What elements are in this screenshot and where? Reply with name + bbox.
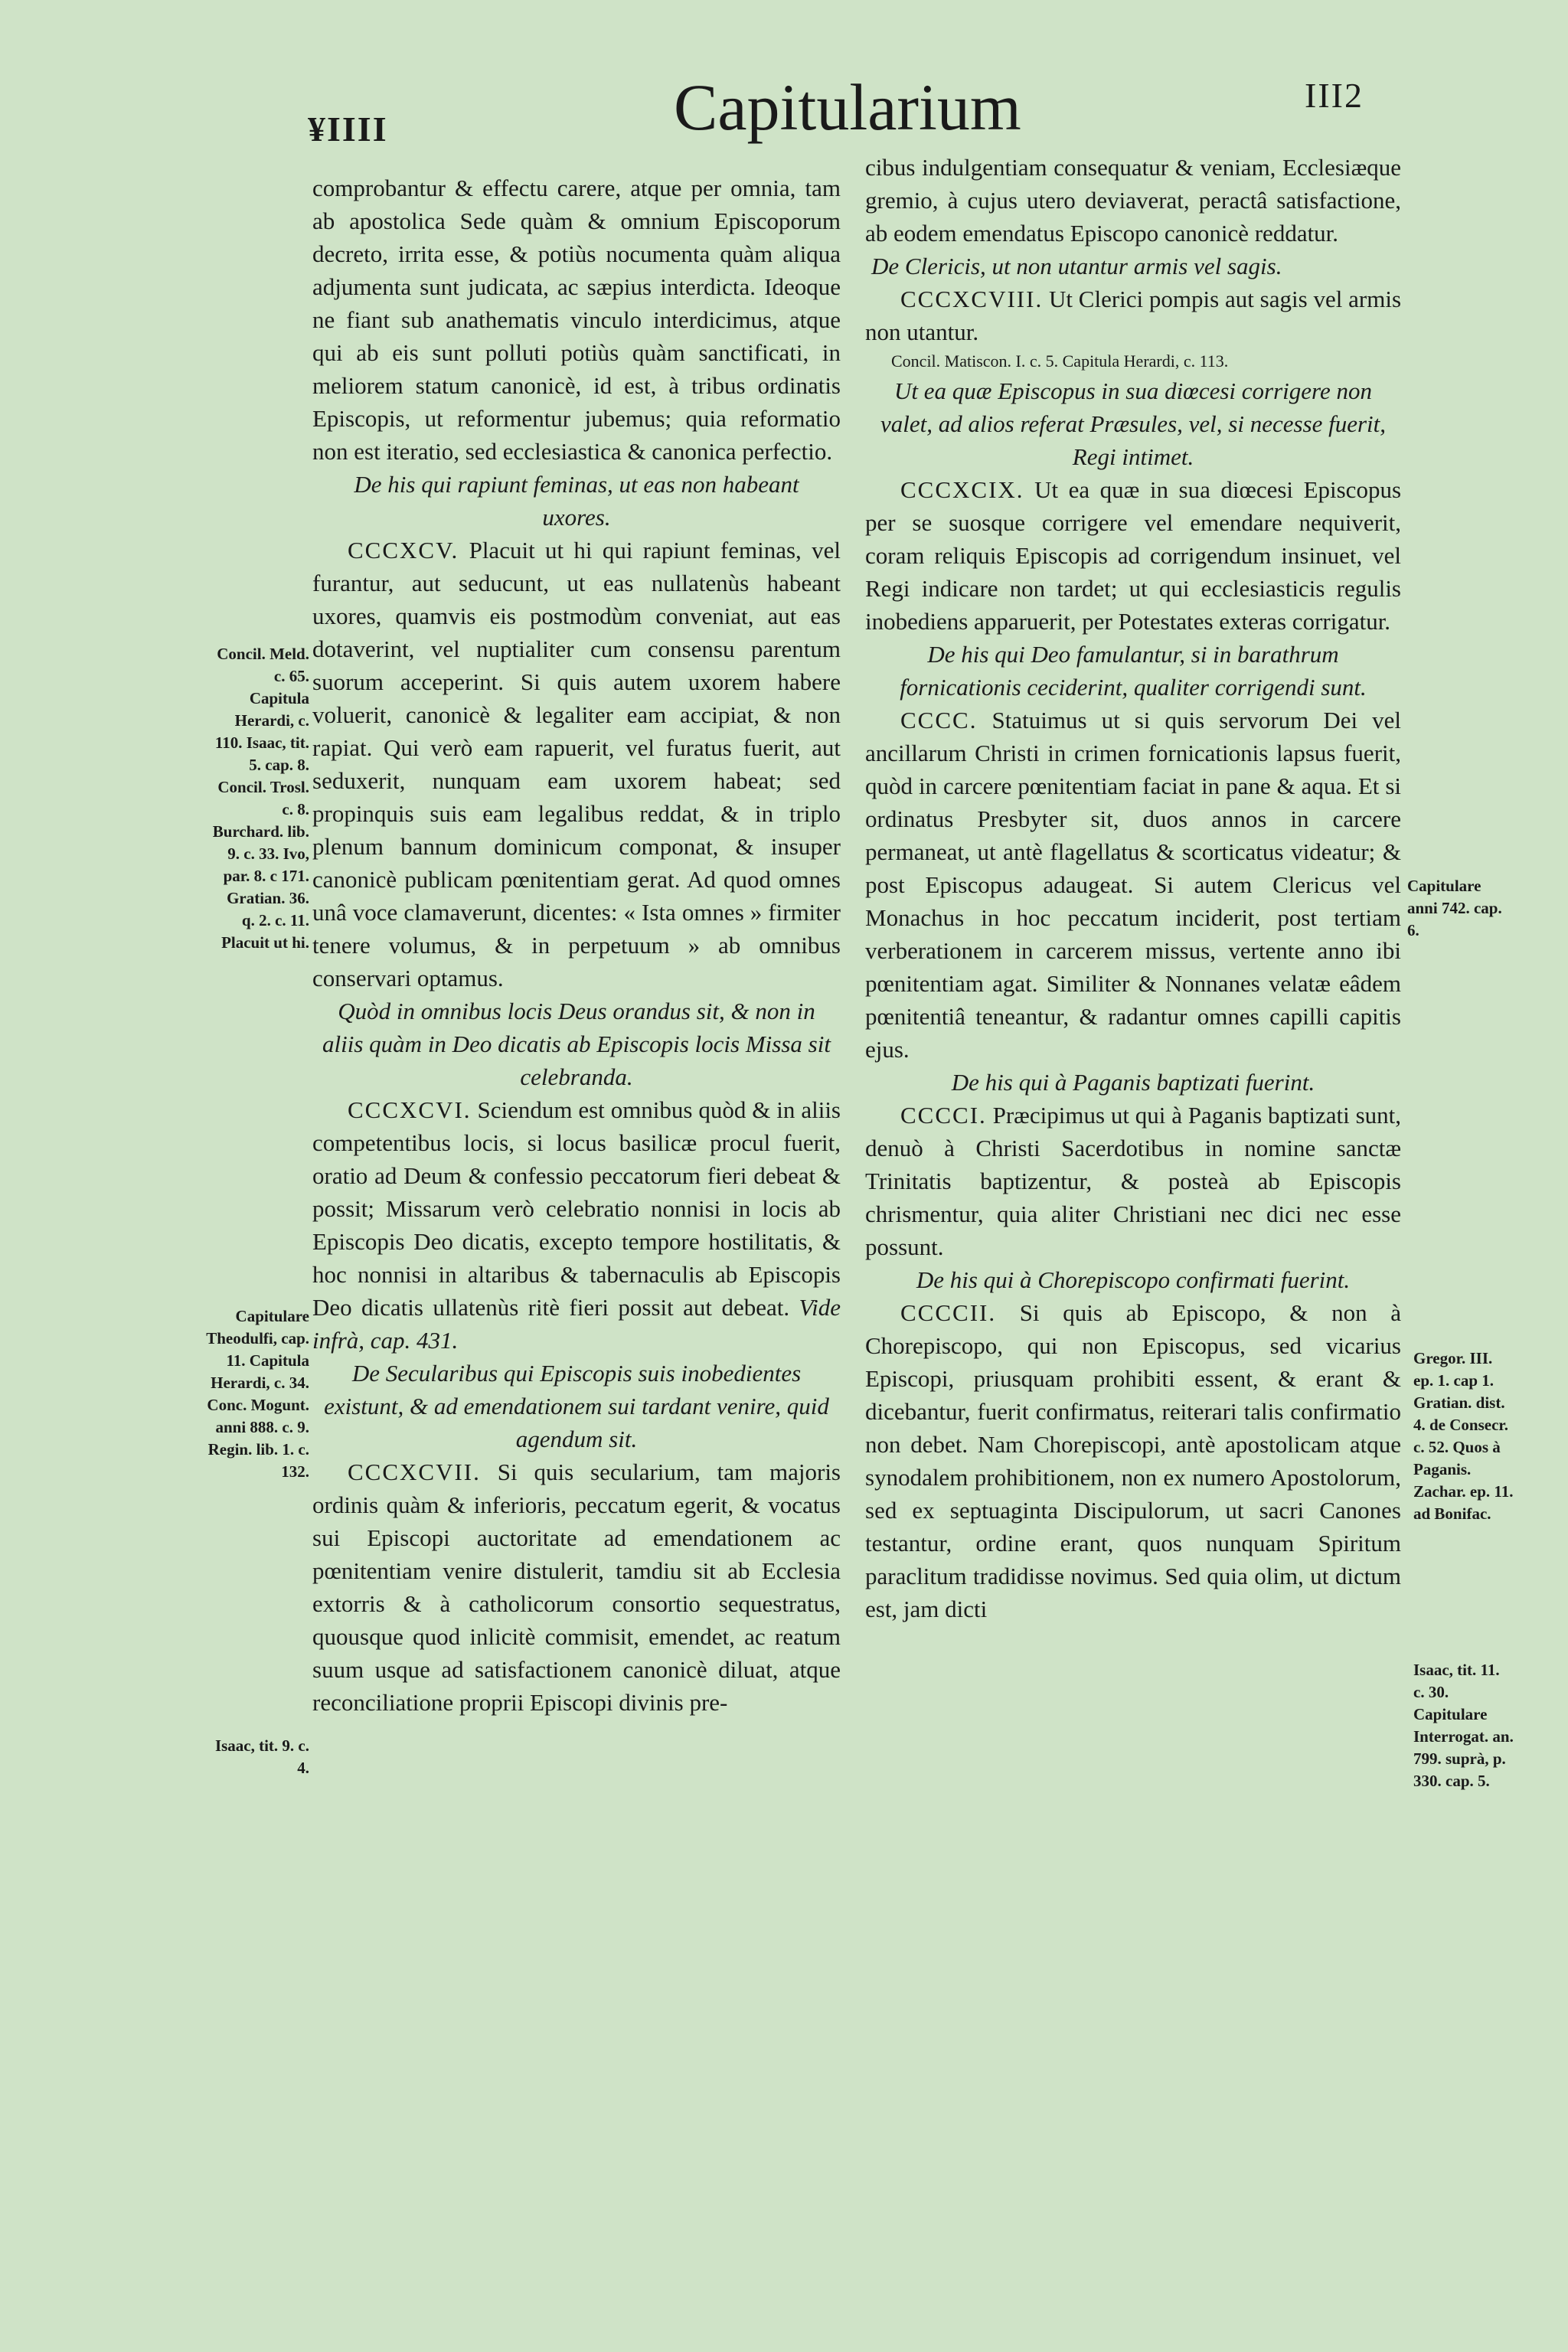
cross-reference: Vide infrà, cap. 431.: [312, 1294, 841, 1354]
continuation-paragraph-right: cibus indulgentiam consequatur & veniam, Ecclesiæque gremio, à cujus utero deviaverat, peractâ satisfactione, ab eodem emendatus Episcopo canonicè reddatur.: [865, 154, 1401, 247]
chapter-number-396: CCCXCVI.: [348, 1096, 472, 1123]
chapter-text-400: Statuimus ut si quis servorum Dei vel ancillarum Christi in crimen fornicationis lapsus fuerit, quòd in carcere pœnitentiam faciat in pane & aqua. Et si ordinatus Presbyter sit, duos annos in carcere permaneat, ut antè flagellatus & scorticatus videatur; & post Episcopus adaugeat. Si autem Clericus vel Monachus in hoc peccatum inciderit, post tertiam verberationem in carcerem missus, vertente anno ibi pœnitentiam agat. Similiter & Nonnanes velatæ eâdem pœnitentiâ teneantur, & radantur omnes capilli capitis ejus.: [865, 707, 1401, 1063]
chapter-400: [865, 704, 1401, 1066]
margin-note-isaac-capitulare: Isaac, tit. 11. c. 30. Capitulare Interrogat. an. 799. suprà, p. 330. cap. 5.: [1413, 1661, 1514, 1790]
chapter-text-402: Si quis ab Episcopo, & non à Chorepiscopo, qui non Episcopus, sed vicarius Episcopi, priusquam prohibiti essent, & erant & dicebantur, fuerit confirmatus, reiterari talis confirmatio non debet. Nam Chorepiscopi, antè apostolicam atque synodalem prohibitionem, non ex numero Apostolorum, sed ex septuaginta Discipulorum, ut sacri Canones testantur, ordine erant, quos nunquam Spiritum paraclitum tradidisse novimus. Sed quia olim, ut dictum est, jam dicti: [865, 1299, 1401, 1622]
chapter-text-401: Præcipimus ut qui à Paganis baptizati sunt, denuò à Christi Sacerdotibus in nomine sanctæ Trinitatis baptizentur, & posteà ab Episcopis chrismentur, quia aliter Christiani nec dici nec esse possunt.: [865, 1102, 1402, 1260]
chapter-396: [312, 1093, 841, 1357]
margin-note-capitulare-742: Capitulare anni 742. cap. 6.: [1407, 877, 1502, 939]
source-citation-398: Concil. Matiscon. I. c. 5. Capitula Herardi, c. 113.: [891, 351, 1229, 371]
chapter-heading-400: De his qui Deo famulantur, si in barathrum fornicationis ceciderint, qualiter corrigendi sunt.: [900, 641, 1367, 701]
chapter-399: [865, 473, 1401, 638]
chapter-397: [312, 1455, 841, 1719]
chapter-text-399: Ut ea quæ in sua diœcesi Episcopus per se suosque corrigere vel emendare nequiverit, coram reliquis Episcopis ad corrigendum insinuet, vel Regi indicare non tardet; ut qui ecclesiasticis regulis inobediens apparuerit, per Potestates exteras corrigatur.: [865, 476, 1402, 635]
right-text-column: [865, 151, 1401, 1625]
chapter-heading-399: Ut ea quæ Episcopus in sua diœcesi corrigere non valet, ad alios referat Præsules, vel, si necesse fuerit, Regi intimet.: [880, 377, 1387, 470]
page-number-right: III2: [1305, 76, 1364, 115]
margin-note-concil-meld: Concil. Meld. c. 65. Capitula Herardi, c. 110. Isaac, tit. 5. cap. 8. Concil. Trosl. c. 8. Burchard. lib. 9. c. 33. Ivo, par. 8. c 171. Gratian. 36. q. 2. c. 11. Placuit ut hi.: [212, 645, 309, 952]
running-title: Capitularium: [674, 70, 1021, 144]
chapter-heading-397: De Secularibus qui Episcopis suis inobedientes existunt, & ad emendationem sui tardant venire, quid agendum sit.: [324, 1360, 829, 1452]
chapter-text-396: Sciendum est omnibus quòd & in aliis competentibus locis, si locus basilicæ procul fuerit, oratio ad Deum & confessio peccatorum fieri debeat & possit; Missarum verò celebratio nonnisi in locis ab Episcopis Deo dicatis, excepto tempore hostilitatis, & hoc nonnisi in altaribus & tabernaculis ab Episcopis Deo dicatis ullatenùs ritè fieri possit aut debeat.: [312, 1096, 841, 1321]
chapter-heading-396: Quòd in omnibus locis Deus orandus sit, & non in aliis quàm in Deo dicatis ab Episcopis locis Missa sit celebranda.: [322, 998, 831, 1090]
chapter-number-398: CCCXCVIII.: [900, 286, 1044, 312]
chapter-heading-402: De his qui à Chorepiscopo confirmati fuerint.: [916, 1266, 1351, 1293]
margin-note-isaac: Isaac, tit. 9. c. 4.: [214, 1736, 309, 1777]
chapter-number-400: CCCC.: [900, 707, 978, 733]
chapter-398: [865, 283, 1401, 348]
chapter-number-399: CCCXCIX.: [900, 476, 1024, 503]
page-number-left: ¥IIII: [308, 109, 388, 149]
margin-note-capitulare-theodulfi: Capitulare Theodulfi, cap. 11. Capitula Herardi, c. 34. Conc. Mogunt. anni 888. c. 9. Regin. lib. 1. c. 132.: [206, 1307, 309, 1481]
chapter-heading-401: De his qui à Paganis baptizati fuerint.: [951, 1069, 1315, 1096]
left-text-column: [312, 172, 841, 1719]
chapter-401: [865, 1099, 1401, 1263]
chapter-number-395: CCCXCV.: [348, 537, 459, 564]
chapter-395: [312, 534, 841, 995]
chapter-number-401: CCCCI.: [900, 1102, 987, 1129]
chapter-text-395: Placuit ut hi qui rapiunt feminas, vel furantur, aut seducunt, ut eas nullatenùs habeant uxores, quamvis eis postmodùm conveniat, aut eas dotaverint, vel nuptialiter cum consensu parentum suorum acceperint. Si quis autem uxorem habere voluerit, canonicè & legaliter eam accipiat, & non rapiat. Qui verò eam rapuerit, vel furatus fuerit, aut seduxerit, nunquam eam uxorem habeat; sed propinquis suis eam legalibus reddat, & in triplo plenum bannum dominicum componat, & insuper canonicè publicam pœnitentiam gerat. Ad quod omnes unâ voce clamaverunt, dicentes: « Ista omnes » firmiter tenere volumus, & in perpetuum » ab omnibus conservari optamus.: [312, 537, 841, 991]
chapter-heading-398: De Clericis, ut non utantur armis vel sagis.: [871, 253, 1282, 279]
continuation-paragraph: comprobantur & effectu carere, atque per omnia, tam ab apostolica Sede quàm & omnium Episcoporum decreto, irrita esse, & potiùs nocumenta quàm aliqua adjumenta sunt judicata, ac sæpius interdicta. Ideoque ne fiant sub anathematis vinculo interdicimus, atque qui ab eis sunt polluti potiùs quàm sanctificati, in meliorem statum canonicè, id est, à tribus ordinatis Episcopis, ut reformentur jubemus; quia reformatio non est iteratio, sed ecclesiastica & canonica perfectio.: [312, 175, 841, 465]
margin-note-gregor: Gregor. III. ep. 1. cap 1. Gratian. dist. 4. de Consecr. c. 52. Quos à Paganis. Zachar. ep. 11. ad Bonifac.: [1413, 1349, 1514, 1523]
chapter-text-398: Ut Clerici pompis aut sagis vel armis non utantur.: [865, 286, 1402, 345]
chapter-heading-395: De his qui rapiunt feminas, ut eas non habeant uxores.: [354, 471, 799, 531]
chapter-number-397: CCCXCVII.: [348, 1459, 481, 1485]
chapter-402: [865, 1296, 1401, 1625]
chapter-number-402: CCCCII.: [900, 1299, 997, 1326]
chapter-text-397: Si quis secularium, tam majoris ordinis quàm & inferioris, peccatum egerit, & vocatus sui Episcopi auctoritate ad emendationem ac pœnitentiam venire distulerit, tamdiu sit ab Ecclesia extorris & à catholicorum consortio sequestratus, quousque quod inlicitè commisit, emendet, ac reatum suum usque ad satisfactionem canonicè diluat, atque reconciliatione proprii Episcopi divinis pre-: [312, 1459, 841, 1716]
